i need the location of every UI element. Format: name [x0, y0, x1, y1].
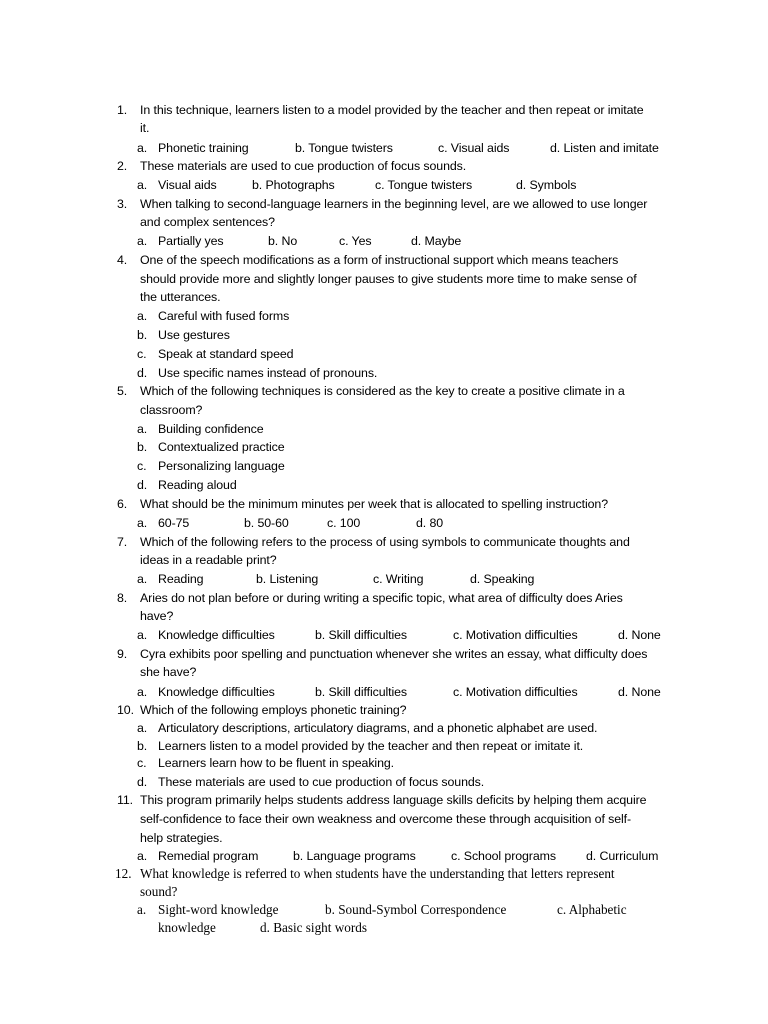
answer-option: d. Listen and imitate	[550, 141, 659, 155]
answer-option: Learners learn how to be fluent in speaking.	[158, 756, 394, 770]
answer-option: Remedial program	[158, 849, 259, 863]
option-letter: d.	[137, 478, 148, 492]
question-text: and complex sentences?	[140, 215, 275, 229]
question-number: 6.	[117, 497, 128, 511]
question-number: 4.	[117, 253, 128, 267]
answer-option: d. Curriculum	[586, 849, 659, 863]
answer-option: d. Symbols	[516, 178, 577, 192]
question-text: classroom?	[140, 403, 203, 417]
question-text: have?	[140, 609, 174, 623]
answer-option: Visual aids	[158, 178, 217, 192]
answer-option: b. Photographs	[252, 178, 335, 192]
answer-option: b. Language programs	[293, 849, 416, 863]
option-letter: a.	[137, 685, 148, 699]
answer-option: Personalizing language	[158, 459, 285, 473]
answer-option: d. 80	[416, 516, 444, 530]
question-text: Which of the following techniques is considered as the key to create a positive climate in a	[140, 384, 625, 398]
answer-option: These materials are used to cue production of focus sounds.	[158, 775, 485, 789]
question-number: 11.	[117, 793, 134, 807]
question-text: What knowledge is referred to when students have the understanding that letters represent	[140, 866, 615, 881]
option-letter: a.	[137, 628, 148, 642]
question-text: This program primarily helps students address language skills deficits by helping them acquire	[140, 793, 647, 807]
question-text: sound?	[140, 884, 178, 899]
answer-option: b. Listening	[256, 572, 319, 586]
question-text: it.	[140, 121, 150, 135]
question-text: What should be the minimum minutes per week that is allocated to spelling instruction?	[140, 497, 608, 511]
answer-option: Knowledge difficulties	[158, 685, 275, 699]
answer-option: c. Motivation difficulties	[453, 685, 578, 699]
option-letter: a.	[137, 309, 148, 323]
question-number: 9.	[117, 647, 128, 661]
answer-option: Knowledge difficulties	[158, 628, 275, 642]
question-text: In this technique, learners listen to a model provided by the teacher and then repeat or imitate	[140, 103, 644, 117]
question-text: self-confidence to face their own weakness and overcome these through acquisition of self-	[140, 812, 632, 826]
answer-option: c. Motivation difficulties	[453, 628, 578, 642]
answer-option: c. 100	[327, 516, 361, 530]
option-letter: a.	[137, 422, 148, 436]
answer-option: c. School programs	[451, 849, 556, 863]
question-number: 2.	[117, 159, 128, 173]
answer-option: d. Maybe	[411, 234, 462, 248]
option-letter: c.	[137, 459, 147, 473]
answer-option: c. Alphabetic	[557, 902, 627, 917]
option-letter: a.	[137, 721, 148, 735]
question-text: Which of the following refers to the process of using symbols to communicate thoughts and	[140, 535, 630, 549]
question-number: 1.	[117, 103, 128, 117]
option-letter: a.	[137, 178, 148, 192]
question-number: 3.	[117, 197, 128, 211]
question-text: should provide more and slightly longer pauses to give students more time to make sense of	[140, 272, 637, 286]
option-letter: a.	[137, 902, 147, 917]
answer-option: b. Tongue twisters	[295, 141, 393, 155]
option-letter: a.	[137, 572, 148, 586]
option-letter: b.	[137, 328, 148, 342]
answer-option: d. None	[618, 628, 661, 642]
answer-option: Partially yes	[158, 234, 224, 248]
question-number: 10.	[117, 703, 134, 717]
question-text: These materials are used to cue production of focus sounds.	[140, 159, 467, 173]
question-number: 5.	[117, 384, 128, 398]
answer-option: c. Writing	[373, 572, 424, 586]
option-letter: a.	[137, 234, 148, 248]
answer-option: b. Skill difficulties	[315, 685, 408, 699]
option-letter: b.	[137, 739, 148, 753]
option-letter: a.	[137, 516, 148, 530]
answer-option: Sight-word knowledge	[158, 902, 279, 917]
question-text: she have?	[140, 665, 197, 679]
answer-option: Speak at standard speed	[158, 347, 294, 361]
option-letter: c.	[137, 347, 147, 361]
question-text: the utterances.	[140, 290, 221, 304]
answer-option: Reading aloud	[158, 478, 237, 492]
answer-option: Articulatory descriptions, articulatory diagrams, and a phonetic alphabet are used.	[158, 721, 598, 735]
question-text: Which of the following employs phonetic training?	[140, 703, 407, 717]
question-text: One of the speech modifications as a form of instructional support which means teachers	[140, 253, 619, 267]
answer-option: Use gestures	[158, 328, 230, 342]
question-number: 8.	[117, 591, 128, 605]
answer-option: b. Skill difficulties	[315, 628, 408, 642]
option-letter: a.	[137, 849, 148, 863]
answer-option: b. 50-60	[244, 516, 289, 530]
answer-option: knowledge	[158, 920, 216, 935]
answer-option: Use specific names instead of pronouns.	[158, 366, 378, 380]
answer-option: b. No	[268, 234, 298, 248]
option-letter: d.	[137, 775, 148, 789]
answer-option: c. Yes	[339, 234, 372, 248]
question-number: 12.	[115, 866, 132, 881]
answer-option: c. Visual aids	[438, 141, 510, 155]
question-number: 7.	[117, 535, 128, 549]
answer-option: d. None	[618, 685, 661, 699]
answer-option: d. Basic sight words	[260, 920, 367, 935]
answer-option: c. Tongue twisters	[375, 178, 473, 192]
question-text: help strategies.	[140, 831, 223, 845]
option-letter: d.	[137, 366, 148, 380]
option-letter: c.	[137, 756, 147, 770]
answer-option: Phonetic training	[158, 141, 249, 155]
answer-option: Learners listen to a model provided by the teacher and then repeat or imitate it.	[158, 739, 584, 753]
option-letter: b.	[137, 440, 148, 454]
answer-option: 60-75	[158, 516, 190, 530]
question-text: Cyra exhibits poor spelling and punctuation whenever she writes an essay, what difficulty does	[140, 647, 648, 661]
answer-option: Building confidence	[158, 422, 264, 436]
answer-option: d. Speaking	[470, 572, 535, 586]
answer-option: Contextualized practice	[158, 440, 285, 454]
question-text: ideas in a readable print?	[140, 553, 277, 567]
answer-option: Reading	[158, 572, 204, 586]
question-text: When talking to second-language learners in the beginning level, are we allowed to use longer	[140, 197, 648, 211]
question-text: Aries do not plan before or during writing a specific topic, what area of difficulty does Aries	[140, 591, 623, 605]
answer-option: Careful with fused forms	[158, 309, 290, 323]
option-letter: a.	[137, 141, 148, 155]
answer-option: b. Sound-Symbol Correspondence	[325, 902, 507, 917]
